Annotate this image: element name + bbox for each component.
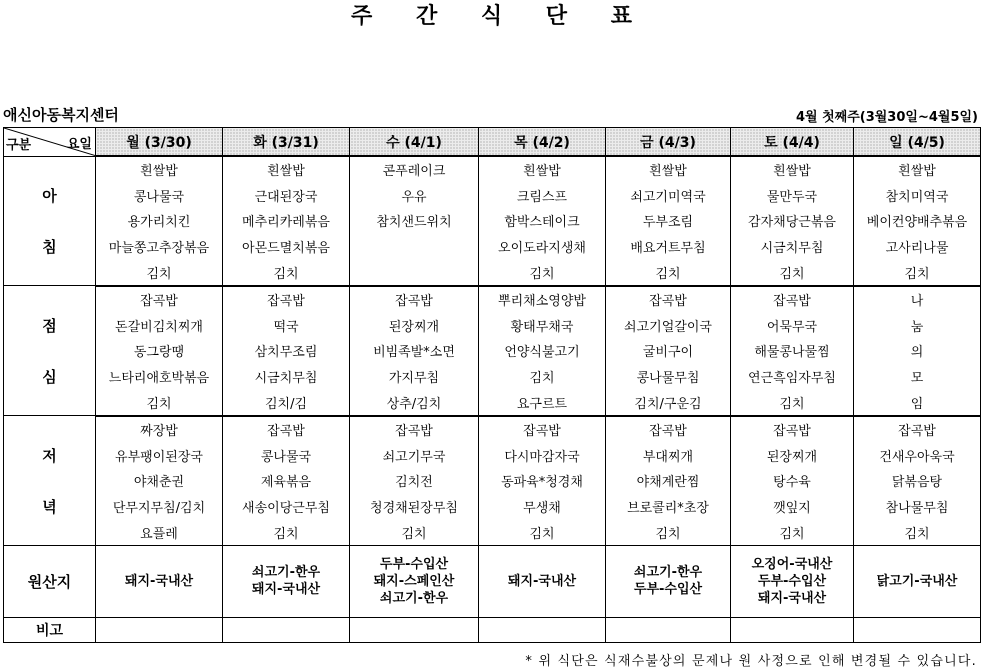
menu-item: 잡곡밥	[731, 286, 854, 313]
origin-line: 쇠고기-한우	[633, 565, 703, 581]
menu-item	[350, 259, 479, 286]
menu-item: 잡곡밥	[606, 416, 731, 443]
menu-item: 굴비구이	[606, 338, 731, 364]
origin-label: 원산지	[4, 545, 96, 617]
note-label: 비고	[4, 617, 96, 642]
menu-item: 잡곡밥	[96, 286, 223, 313]
menu-item: 떡국	[223, 313, 350, 339]
day-header: 금 (4/3)	[606, 128, 731, 157]
menu-item: 근대된장국	[223, 183, 350, 209]
page-title: 주 간 식 단 표	[351, 4, 650, 29]
menu-item: 어묵무국	[731, 313, 854, 339]
menu-item: 된장찌개	[731, 443, 854, 469]
menu-item: 메추리카레볶음	[223, 208, 350, 234]
menu-item: 가지무침	[350, 364, 479, 390]
menu-item: 잡곡밥	[479, 416, 606, 443]
menu-item: 쇠고기미역국	[606, 183, 731, 209]
menu-item: 언양식불고기	[479, 338, 606, 364]
menu-item: 아몬드멸치볶음	[223, 234, 350, 260]
menu-item: 참나물무침	[854, 494, 981, 520]
menu-item: 임	[854, 389, 981, 416]
menu-item: 시금치무침	[223, 364, 350, 390]
meal-row	[4, 313, 981, 339]
menu-item: 삼치무조림	[223, 338, 350, 364]
yoil-label: 요일	[66, 137, 92, 152]
origin-cell	[479, 545, 606, 617]
menu-item: 쇠고기얼갈이국	[606, 313, 731, 339]
meal-row	[4, 468, 981, 494]
origin-line: 닭고기-국내산	[876, 573, 958, 589]
menu-item: 부대찌개	[606, 443, 731, 469]
menu-item: 흰쌀밥	[479, 156, 606, 183]
menu-item	[350, 234, 479, 260]
menu-item: 참치샌드위치	[350, 208, 479, 234]
menu-item: 김치	[606, 259, 731, 286]
menu-item: 김치	[854, 259, 981, 286]
meal-row	[4, 519, 981, 545]
day-header: 월 (3/30)	[96, 128, 223, 157]
menu-item: 김치	[479, 259, 606, 286]
menu-item: 야채계란찜	[606, 468, 731, 494]
origin-cell	[96, 545, 223, 617]
header-row	[4, 128, 981, 157]
note-cell	[96, 617, 223, 642]
footer-note: * 위 식단은 식재수불상의 문제나 원 사정으로 인해 변경될 수 있습니다.	[525, 654, 977, 669]
meal-row	[4, 416, 981, 443]
menu-item: 시금치무침	[731, 234, 854, 260]
menu-item: 콩나물국	[96, 183, 223, 209]
menu-item: 흰쌀밥	[606, 156, 731, 183]
meal-row	[4, 259, 981, 286]
menu-item: 김치	[606, 519, 731, 545]
menu-item: 무생채	[479, 494, 606, 520]
menu-item: 짜장밥	[96, 416, 223, 443]
menu-item: 감자채당근볶음	[731, 208, 854, 234]
menu-item: 유부팽이된장국	[96, 443, 223, 469]
meal-label-top: 아	[42, 186, 57, 205]
menu-item: 김치	[731, 519, 854, 545]
menu-item: 오이도라지생채	[479, 234, 606, 260]
meal-label	[4, 416, 96, 545]
origin-line: 쇠고기-한우	[379, 590, 449, 606]
menu-item: 야채춘권	[96, 468, 223, 494]
meal-row	[4, 494, 981, 520]
origin-line: 오징어-국내산	[751, 556, 833, 572]
day-header: 화 (3/31)	[223, 128, 350, 157]
menu-item: 콩나물무침	[606, 364, 731, 390]
menu-item: 건새우아욱국	[854, 443, 981, 469]
meal-label-top: 점	[42, 316, 57, 335]
menu-item: 뿌리채소영양밥	[479, 286, 606, 313]
note-row	[4, 617, 981, 642]
menu-item: 김치	[223, 259, 350, 286]
menu-item: 참치미역국	[854, 183, 981, 209]
note-cell	[854, 617, 981, 642]
meal-row	[4, 234, 981, 260]
origin-line: 돼지-국내산	[251, 582, 321, 598]
menu-item: 브로콜리*초장	[606, 494, 731, 520]
menu-item: 김치/구운김	[606, 389, 731, 416]
menu-item: 잡곡밥	[606, 286, 731, 313]
menu-item: 크림스프	[479, 183, 606, 209]
menu-item: 김치	[96, 259, 223, 286]
day-header: 수 (4/1)	[350, 128, 479, 157]
meal-label-bottom: 침	[42, 237, 57, 256]
menu-item: 나	[854, 286, 981, 313]
note-cell	[479, 617, 606, 642]
menu-item: 해물콩나물찜	[731, 338, 854, 364]
origin-cell	[223, 545, 350, 617]
origin-line: 쇠고기-한우	[251, 565, 321, 581]
menu-item: 느타리애호박볶음	[96, 364, 223, 390]
center-name: 애신아동복지센터	[3, 106, 119, 124]
menu-item: 다시마감자국	[479, 443, 606, 469]
menu-item: 배요거트무침	[606, 234, 731, 260]
menu-item: 마늘쫑고추장볶음	[96, 234, 223, 260]
menu-item: 김치	[479, 364, 606, 390]
meal-label	[4, 156, 96, 286]
menu-item: 닭볶음탕	[854, 468, 981, 494]
meal-label-top: 저	[42, 446, 57, 465]
menu-item: 비빔족발*소면	[350, 338, 479, 364]
menu-item: 김치	[731, 389, 854, 416]
menu-item: 잡곡밥	[350, 416, 479, 443]
origin-line: 돼지-국내산	[124, 573, 194, 589]
menu-item: 돈갈비김치찌개	[96, 313, 223, 339]
note-cell	[350, 617, 479, 642]
menu-item: 황태무채국	[479, 313, 606, 339]
note-cell	[223, 617, 350, 642]
origin-line: 두부-수입산	[379, 556, 449, 572]
origin-row	[4, 545, 981, 617]
menu-item: 콩나물국	[223, 443, 350, 469]
menu-item: 요플레	[96, 519, 223, 545]
meal-label	[4, 286, 96, 416]
meal-row	[4, 183, 981, 209]
menu-item: 흰쌀밥	[96, 156, 223, 183]
meal-row	[4, 156, 981, 183]
day-header: 목 (4/2)	[479, 128, 606, 157]
menu-item: 김치	[731, 259, 854, 286]
menu-item: 잡곡밥	[854, 416, 981, 443]
origin-line: 돼지-국내산	[507, 573, 577, 589]
weekly-menu-table	[3, 127, 981, 643]
menu-item: 김치	[223, 519, 350, 545]
menu-item: 동그랑땡	[96, 338, 223, 364]
menu-item: 고사리나물	[854, 234, 981, 260]
note-cell	[731, 617, 854, 642]
meal-row	[4, 364, 981, 390]
menu-item: 흰쌀밥	[731, 156, 854, 183]
menu-item: 청경채된장무침	[350, 494, 479, 520]
menu-item: 깻잎지	[731, 494, 854, 520]
origin-cell	[731, 545, 854, 617]
menu-item: 김치	[350, 519, 479, 545]
menu-item: 제육볶음	[223, 468, 350, 494]
menu-item: 잡곡밥	[223, 416, 350, 443]
origin-line: 두부-수입산	[633, 582, 703, 598]
menu-item: 동파육*청경채	[479, 468, 606, 494]
menu-item: 잡곡밥	[223, 286, 350, 313]
menu-item: 탕수육	[731, 468, 854, 494]
menu-item: 베이컨양배추볶음	[854, 208, 981, 234]
menu-item: 물만두국	[731, 183, 854, 209]
meal-row	[4, 443, 981, 469]
origin-line: 돼지-국내산	[757, 590, 827, 606]
note-cell	[606, 617, 731, 642]
menu-item: 연근흑임자무침	[731, 364, 854, 390]
menu-item: 눔	[854, 313, 981, 339]
menu-item: 흰쌀밥	[223, 156, 350, 183]
menu-item: 우유	[350, 183, 479, 209]
menu-item: 김치	[854, 519, 981, 545]
menu-item: 상추/김치	[350, 389, 479, 416]
meal-row	[4, 389, 981, 416]
meal-label-bottom: 심	[42, 367, 57, 386]
day-header: 토 (4/4)	[731, 128, 854, 157]
origin-cell	[350, 545, 479, 617]
menu-item: 김치전	[350, 468, 479, 494]
origin-cell	[854, 545, 981, 617]
gubun-label: 구분	[6, 137, 32, 153]
menu-item: 김치	[479, 519, 606, 545]
meal-row	[4, 208, 981, 234]
menu-item: 함박스테이크	[479, 208, 606, 234]
meal-label-bottom: 녁	[42, 497, 57, 516]
origin-line: 두부-수입산	[757, 573, 827, 589]
menu-item: 잡곡밥	[350, 286, 479, 313]
menu-item: 김치/김	[223, 389, 350, 416]
corner-header-cell	[4, 128, 96, 157]
origin-line: 돼지-스페인산	[373, 573, 455, 589]
menu-item: 용가리치킨	[96, 208, 223, 234]
menu-item: 모	[854, 364, 981, 390]
menu-item: 요구르트	[479, 389, 606, 416]
day-header: 일 (4/5)	[854, 128, 981, 157]
week-label: 4월 첫째주(3월30일~4월5일)	[795, 110, 978, 125]
origin-cell	[606, 545, 731, 617]
menu-item: 두부조림	[606, 208, 731, 234]
meal-row	[4, 338, 981, 364]
menu-item: 김치	[96, 389, 223, 416]
menu-item: 의	[854, 338, 981, 364]
menu-item: 쇠고기무국	[350, 443, 479, 469]
menu-item: 단무지무침/김치	[96, 494, 223, 520]
menu-item: 흰쌀밥	[854, 156, 981, 183]
menu-item: 새송이당근무침	[223, 494, 350, 520]
menu-item: 잡곡밥	[731, 416, 854, 443]
menu-item: 된장찌개	[350, 313, 479, 339]
meal-row	[4, 286, 981, 313]
menu-item: 콘푸레이크	[350, 156, 479, 183]
